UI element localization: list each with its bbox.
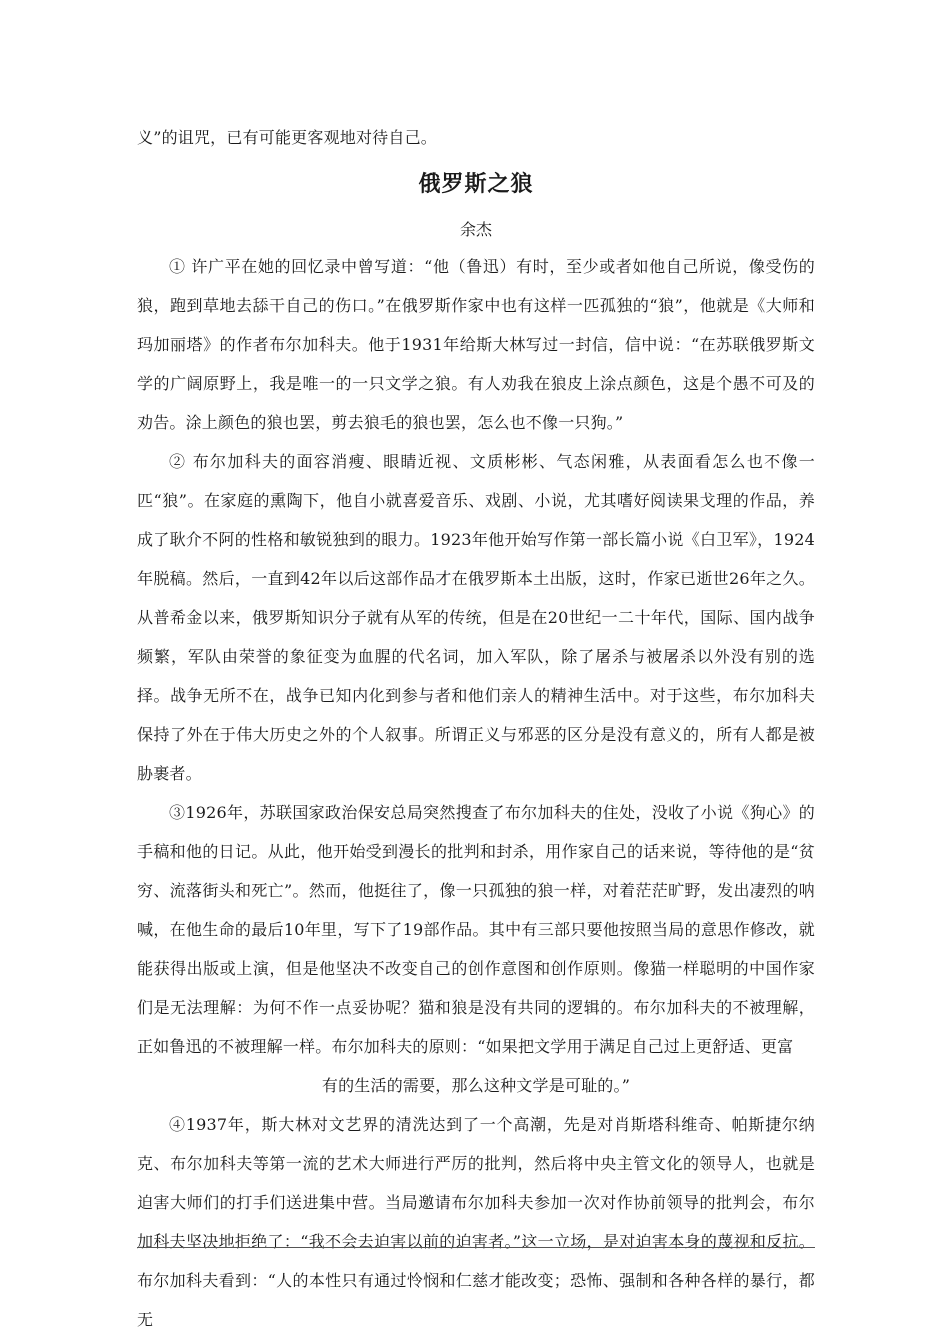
paragraph-4: ④1937年，斯大林对文艺界的清洗达到了一个高潮，先是对肖斯塔科维奇、帕斯捷尔纳克、布尔加科夫等第一流的艺术大师进行严厉的批判，然后将中央主管文化的领导人，也就是迫害大师们的打手们送进集中营。当局邀请布尔加科夫参加一次对作协前领导的批判会，布尔加科夫坚决地拒绝了：“我不会去迫害以前的迫害者。”这一立场，是对迫害本身的蔑视和反抗。布尔加科夫看到：“人的本性只有通过怜悯和仁慈才能改变；恐怖、强制和各种各样的暴行，都无 [137,1115,815,1329]
paragraph-1: ① 许广平在她的回忆录中曾写道：“他（鲁迅）有时，至少或者如他自己所说，像受伤的狼，跑到草地去舔干自己的伤口。”在俄罗斯作家中也有这样一匹孤独的“狼”，他就是《大师和玛加丽塔》的作者布尔加科夫。他于1931年给斯大林写过一封信，信中说：“在苏联俄罗斯文学的广阔原野上，我是唯一的一只文学之狼。有人劝我在狼皮上涂点颜色，这是个愚不可及的劝告。涂上颜色的狼也罢，剪去狼毛的狼也罢，怎么也不像一只狗。” [137,257,815,432]
paragraph-2: ② 布尔加科夫的面容消瘦、眼睛近视、文质彬彬、气态闲雅，从表面看怎么也不像一匹“狼”。在家庭的熏陶下，他自小就喜爱音乐、戏剧、小说，尤其嗜好阅读果戈理的作品，养成了耿介不阿的性格和敏锐独到的眼力。1923年他开始写作第一部长篇小说《白卫军》，1924年脱稿。然后，一直到42年以后这部作品才在俄罗斯本土出版，这时，作家已逝世26年之久。从普希金以来，俄罗斯知识分子就有从军的传统，但是在20世纪一二十年代，国际、国内战争频繁，军队由荣誉的象征变为血腥的代名词，加入军队，除了屠杀与被屠杀以外没有别的选择。战争无所不在，战争已知内化到参与者和他们亲人的精神生活中。对于这些，布尔加科夫保持了外在于伟大历史之外的个人叙事。所谓正义与邪恶的区分是没有意义的，所有人都是被胁裹者。 [137,452,815,783]
lead-line: 义”的诅咒，已有可能更客观地对待自己。 [137,128,437,147]
paragraph-3-continued: 有的生活的需要，那么这种文学是可耻的。” [321,1076,631,1095]
article-author: 余杰 [459,220,492,239]
article-title: 俄罗斯之狼 [418,172,534,197]
document-page [137,118,815,1339]
paragraph-3: ③1926年，苏联国家政治保安总局突然搜查了布尔加科夫的住处，没收了小说《狗心》的手稿和他的日记。从此，他开始受到漫长的批判和封杀，用作家自己的话来说，等待他的是“贫穷、流落街头和死亡”。然而，他挺往了，像一只孤独的狼一样，对着茫茫旷野，发出凄烈的呐喊，在他生命的最后10年里，写下了19部作品。其中有三部只要他按照当局的意思作修改，就能获得出版或上演，但是他坚决不改变自己的创作意图和创作原则。像猫一样聪明的中国作家们是无法理解：为何不作一点妥协呢？猫和狼是没有共同的逻辑的。布尔加科夫的不被理解，正如鲁迅的不被理解一样。布尔加科夫的原则：“如果把文学用于满足自己过上更舒适、更富 [137,803,815,1056]
footer-divider [137,1247,815,1248]
